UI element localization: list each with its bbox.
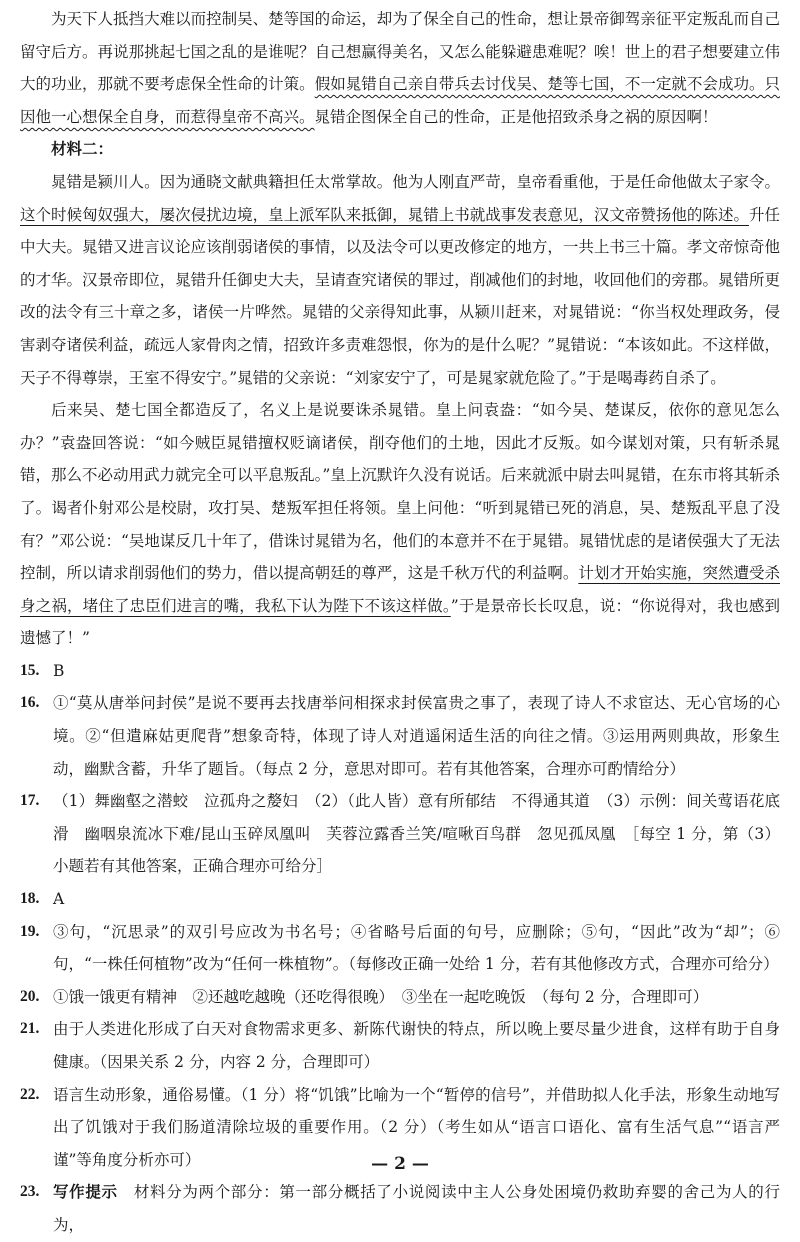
answer-text: A (53, 890, 65, 909)
passage-paragraph-1 (20, 3, 780, 133)
answer-20 (20, 981, 780, 1014)
answer-text: （1）舞幽壑之潜蛟 泣孤舟之嫠妇 （2）（此人皆）意有所郁结 不得通其道 （3）示例：间关莺语花底滑 幽咽泉流冰下难/昆山玉碎凤凰叫 芙蓉泣露香兰笑/喧啾百鸟群 忽见孤凤凰 ［每空 1 分，第（3）小题若有其他答案，正确合理亦可给分］ (53, 792, 780, 876)
wavy-underlined-text: 假如晁错自己亲自带兵去讨伐吴、楚等七国，不一定就不会成功。只因他一心想保全自身，而惹得皇帝不高兴。 (20, 75, 780, 126)
answer-17 (20, 785, 780, 883)
page-number: — 2 — (371, 1154, 429, 1174)
answer-number: 23. (20, 1183, 40, 1201)
underlined-text: 计划才开始实施，突然遭受杀身之祸，堵住了忠臣们进言的嘴，我私下认为陛下不该这样做。 (20, 564, 780, 615)
answer-number: 19. (20, 922, 40, 940)
passage-paragraph-3 (20, 394, 780, 655)
underlined-text: 这个时候匈奴强大，屡次侵扰边境，皇上派军队来抵御，晁错上书就战事发表意见，汉文帝赞扬他的陈述。 (20, 205, 749, 224)
answer-text: 由于人类进化形成了白天对食物需求更多、新陈代谢快的特点，所以晚上要尽量少进食，这样有助于自身健康。（因果关系 2 分，内容 2 分，合理即可） (53, 1020, 780, 1071)
answer-number: 21. (20, 1020, 40, 1038)
material-two-heading: 材料二： (51, 140, 114, 159)
answer-16 (20, 687, 780, 785)
passage-text: 后来吴、楚七国全都造反了，名义上是说要诛杀晁错。皇上问袁盎：“如今吴、楚谋反，依你的意见怎么办？”袁盎回答说：“如今贼臣晁错擅权贬谪诸侯，削夺他们的土地，因此才反叛。如今谋划对策，只有斩杀晁错，那么不必动用武力就完全可以平息叛乱。”皇上沉默许久没有说话。后来就派中尉去叫晁错，在东市将其斩杀了。谒者仆射邓公是校尉，攻打吴、楚叛军担任将领。皇上问他：“听到晁错已死的消息，吴、楚叛乱平息了没有？”邓公说：“吴地谋反几十年了，借诛讨晁错为名，他们的本意并不在于晁错。晁错忧虑的是诸侯强大了无法控制，所以请求削弱他们的势力，借以提高朝廷的尊严，这是千秋万代的利益啊。 (20, 401, 780, 583)
answer-number: 17. (20, 792, 40, 810)
answer-text: ③句，“沉思录”的双引号应改为书名号；④省略号后面的句号，应删除；⑤句，“因此”改为“却”；⑥句，“一株任何植物”改为“任何一株植物”。（每修改正确一处给 1 分，若有其他修改方式，合理亦可给分） (53, 922, 780, 974)
answer-text: ①饿一饿更有精神 ②还越吃越晚（还吃得很晚） ③坐在一起吃晚饭 （每句 2 分，合理即可） (53, 987, 709, 1006)
answer-21 (20, 1013, 780, 1078)
answer-18 (20, 883, 780, 916)
answer-number: 15. (20, 661, 40, 679)
answer-23 (20, 1176, 780, 1241)
answer-text: ①“莫从唐举问封侯”是说不要再去找唐举问相探求封侯富贵之事了，表现了诗人不求宦达、无心官场的心境。②“但遣麻姑更爬背”想象奇特，体现了诗人对逍遥闲适生活的向往之情。③运用两则典故，形象生动，幽默含蓄，升华了题旨。（每点 2 分，意思对即可。若有其他答案，合理亦可酌情给分） (53, 694, 780, 778)
passage-text: 晁错是颍川人。因为通晓文献典籍担任太常掌故。他为人刚直严苛，皇帝看重他，于是任命他做太子家令。 (51, 172, 780, 191)
passage-text: 晁错企图保全自己的性命，正是他招致杀身之祸的原因啊！ (314, 107, 718, 126)
passage-text: ”于是景帝长长叹息，说：“你说得对，我也感到遗憾了！” (20, 596, 780, 648)
answer-text (53, 1176, 780, 1241)
answer-15 (20, 655, 780, 688)
answer-number: 16. (20, 694, 40, 712)
answer-19 (20, 916, 780, 981)
passage-paragraph-2 (20, 166, 780, 394)
answer-number: 22. (20, 1085, 40, 1103)
answer-text: 语言生动形象，通俗易懂。（1 分）将“饥饿”比喻为一个“暂停的信号”，并借助拟人化手法，形象生动地写出了饥饿对于我们肠道清除垃圾的重要作用。（2 分）（考生如从“语言口语化、富有生活气息”“语言严谨”等角度分析亦可） (53, 1085, 780, 1169)
passage-text: 升任中大夫。晁错又进言议论应该削弱诸侯的事情，以及法令可以更改修定的地方，一共上书三十篇。孝文帝惊奇他的才华。汉景帝即位，晁错升任御史大夫，呈请查究诸侯的罪过，削减他们的封地，收回他们的旁郡。晁错所更改的法令有三十章之多，诸侯一片哗然。晁错的父亲得知此事，从颍川赶来，对晁错说：“你当权处理政务，侵害剥夺诸侯利益，疏远人家骨肉之情，招致许多责难怨恨，你为的是什么呢？”晁错说：“本该如此。不这样做，天子不得尊崇，王室不得安宁。”晁错的父亲说：“刘家安宁了，可是晁家就危险了。”于是喝毒药自杀了。 (20, 205, 780, 387)
answer-number: 20. (20, 987, 40, 1005)
writing-tip-label: 写作提示 (53, 1183, 118, 1202)
writing-tip-text: 材料分为两个部分：第一部分概括了小说阅读中主人公身处困境仍救助弃婴的舍己为人的行为， (53, 1183, 780, 1234)
answer-number: 18. (20, 890, 40, 908)
answer-text: B (53, 661, 65, 680)
passage-text: 为天下人抵挡大难以而控制吴、楚等国的命运，却为了保全自己的性命，想让景帝御驾亲征平定叛乱而自己留守后方。再说那挑起七国之乱的是谁呢？自己想赢得美名，又怎么能躲避患难呢？唉！世上的君子想要建立伟大的功业，那就不要考虑保全性命的计策。 (20, 10, 780, 94)
